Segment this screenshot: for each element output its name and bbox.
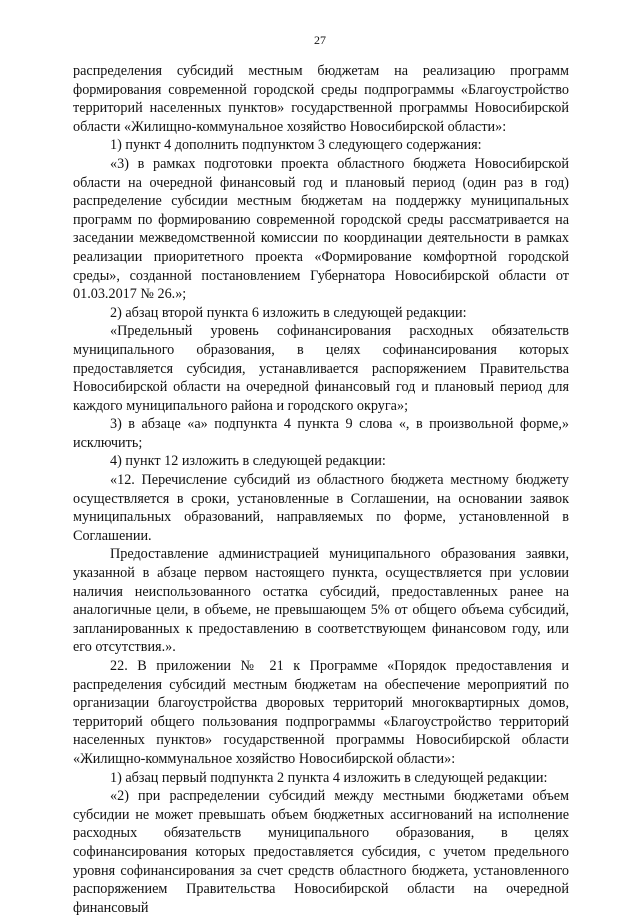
paragraph-point-22: 22. В приложении № 21 к Программе «Порядок предоставления и распределения субсидий местным бюджетам на обеспечение мероприятий по организации благоустройства дворовых территорий многоквартирных домов, территорий общего пользования подпрограммы «Благоустройство территорий населенных пунктов» государственной программы Новосибирской области «Жилищно-коммунальное хозяйство Новосибирской области»:: [73, 658, 569, 767]
paragraph-item-2: 2) абзац второй пункта 6 изложить в следующей редакции:: [110, 304, 467, 321]
paragraph-application: Предоставление администрацией муниципального образования заявки, указанной в абзаце первом настоящего пункта, осуществляется при условии наличия неиспользованного остатка субсидий, предоставленных ранее на аналогичные цели, в объеме, не превышающем 5% от общего объема субсидий, запланированных к предоставлению в соответствующем финансовом году, или его отсутствия.».: [73, 546, 569, 656]
paragraph-item-3: 3) в абзаце «а» подпункта 4 пункта 9 слова «, в произвольной форме,» исключить;: [73, 416, 569, 451]
page-number: 27: [314, 33, 326, 47]
paragraph-item-4: 4) пункт 12 изложить в следующей редакции:: [110, 453, 386, 470]
paragraph-item-1: 1) пункт 4 дополнить подпунктом 3 следующего содержания:: [110, 137, 482, 154]
paragraph-subitem-3-text: «3) в рамках подготовки проекта областного бюджета Новосибирской области на очередной финансовый год и плановый период (один раз в год) распределение субсидии местным бюджетам на поддержку муниципальных программ по формированию современной городской среды рассматривается на заседании межведомственной комиссии по координации деятельности в рамках реализации приоритетного проекта «Формирование комфортной городской среды», созданной постановлением Губернатора Новосибирской области от 01.03.2017 № 26.»;: [73, 155, 569, 303]
paragraph-subitem-2-text: «2) при распределении субсидий между местными бюджетами объем субсидии не может превышать объем бюджетных ассигнований на исполнение расходных обязательств муниципального образования, в целях софинансирования которых предоставляется субсидия, с учетом предельного уровня софинансирования за счет средств областного бюджета, установленного распоряжением Правительства Новосибирской области на очередной финансовый: [73, 788, 569, 916]
document-body: [73, 62, 569, 917]
paragraph-cofinancing-level: «Предельный уровень софинансирования расходных обязательств муниципального образования, в целях софинансирования которых предоставляется субсидия, устанавливается распоряжением Правительства Новосибирской области на очередной финансовый год и плановый период для каждого муниципального района и городского округа»;: [73, 323, 569, 414]
paragraph-continuation: распределения субсидий местным бюджетам на реализацию программ формирования современной городской среды подпрограммы «Благоустройство территорий населенных пунктов» государственной программы Новосибирской области «Жилищно-коммунальное хозяйство Новосибирской области»:: [73, 63, 569, 135]
paragraph-point-12: «12. Перечисление субсидий из областного бюджета местному бюджету осуществляется в сроки, установленные в Соглашении, на основании заявок муниципальных образований, направляемых по форме, установленной в Соглашении.: [73, 472, 569, 544]
paragraph-item-1-appendix: 1) абзац первый подпункта 2 пункта 4 изложить в следующей редакции:: [110, 769, 548, 786]
